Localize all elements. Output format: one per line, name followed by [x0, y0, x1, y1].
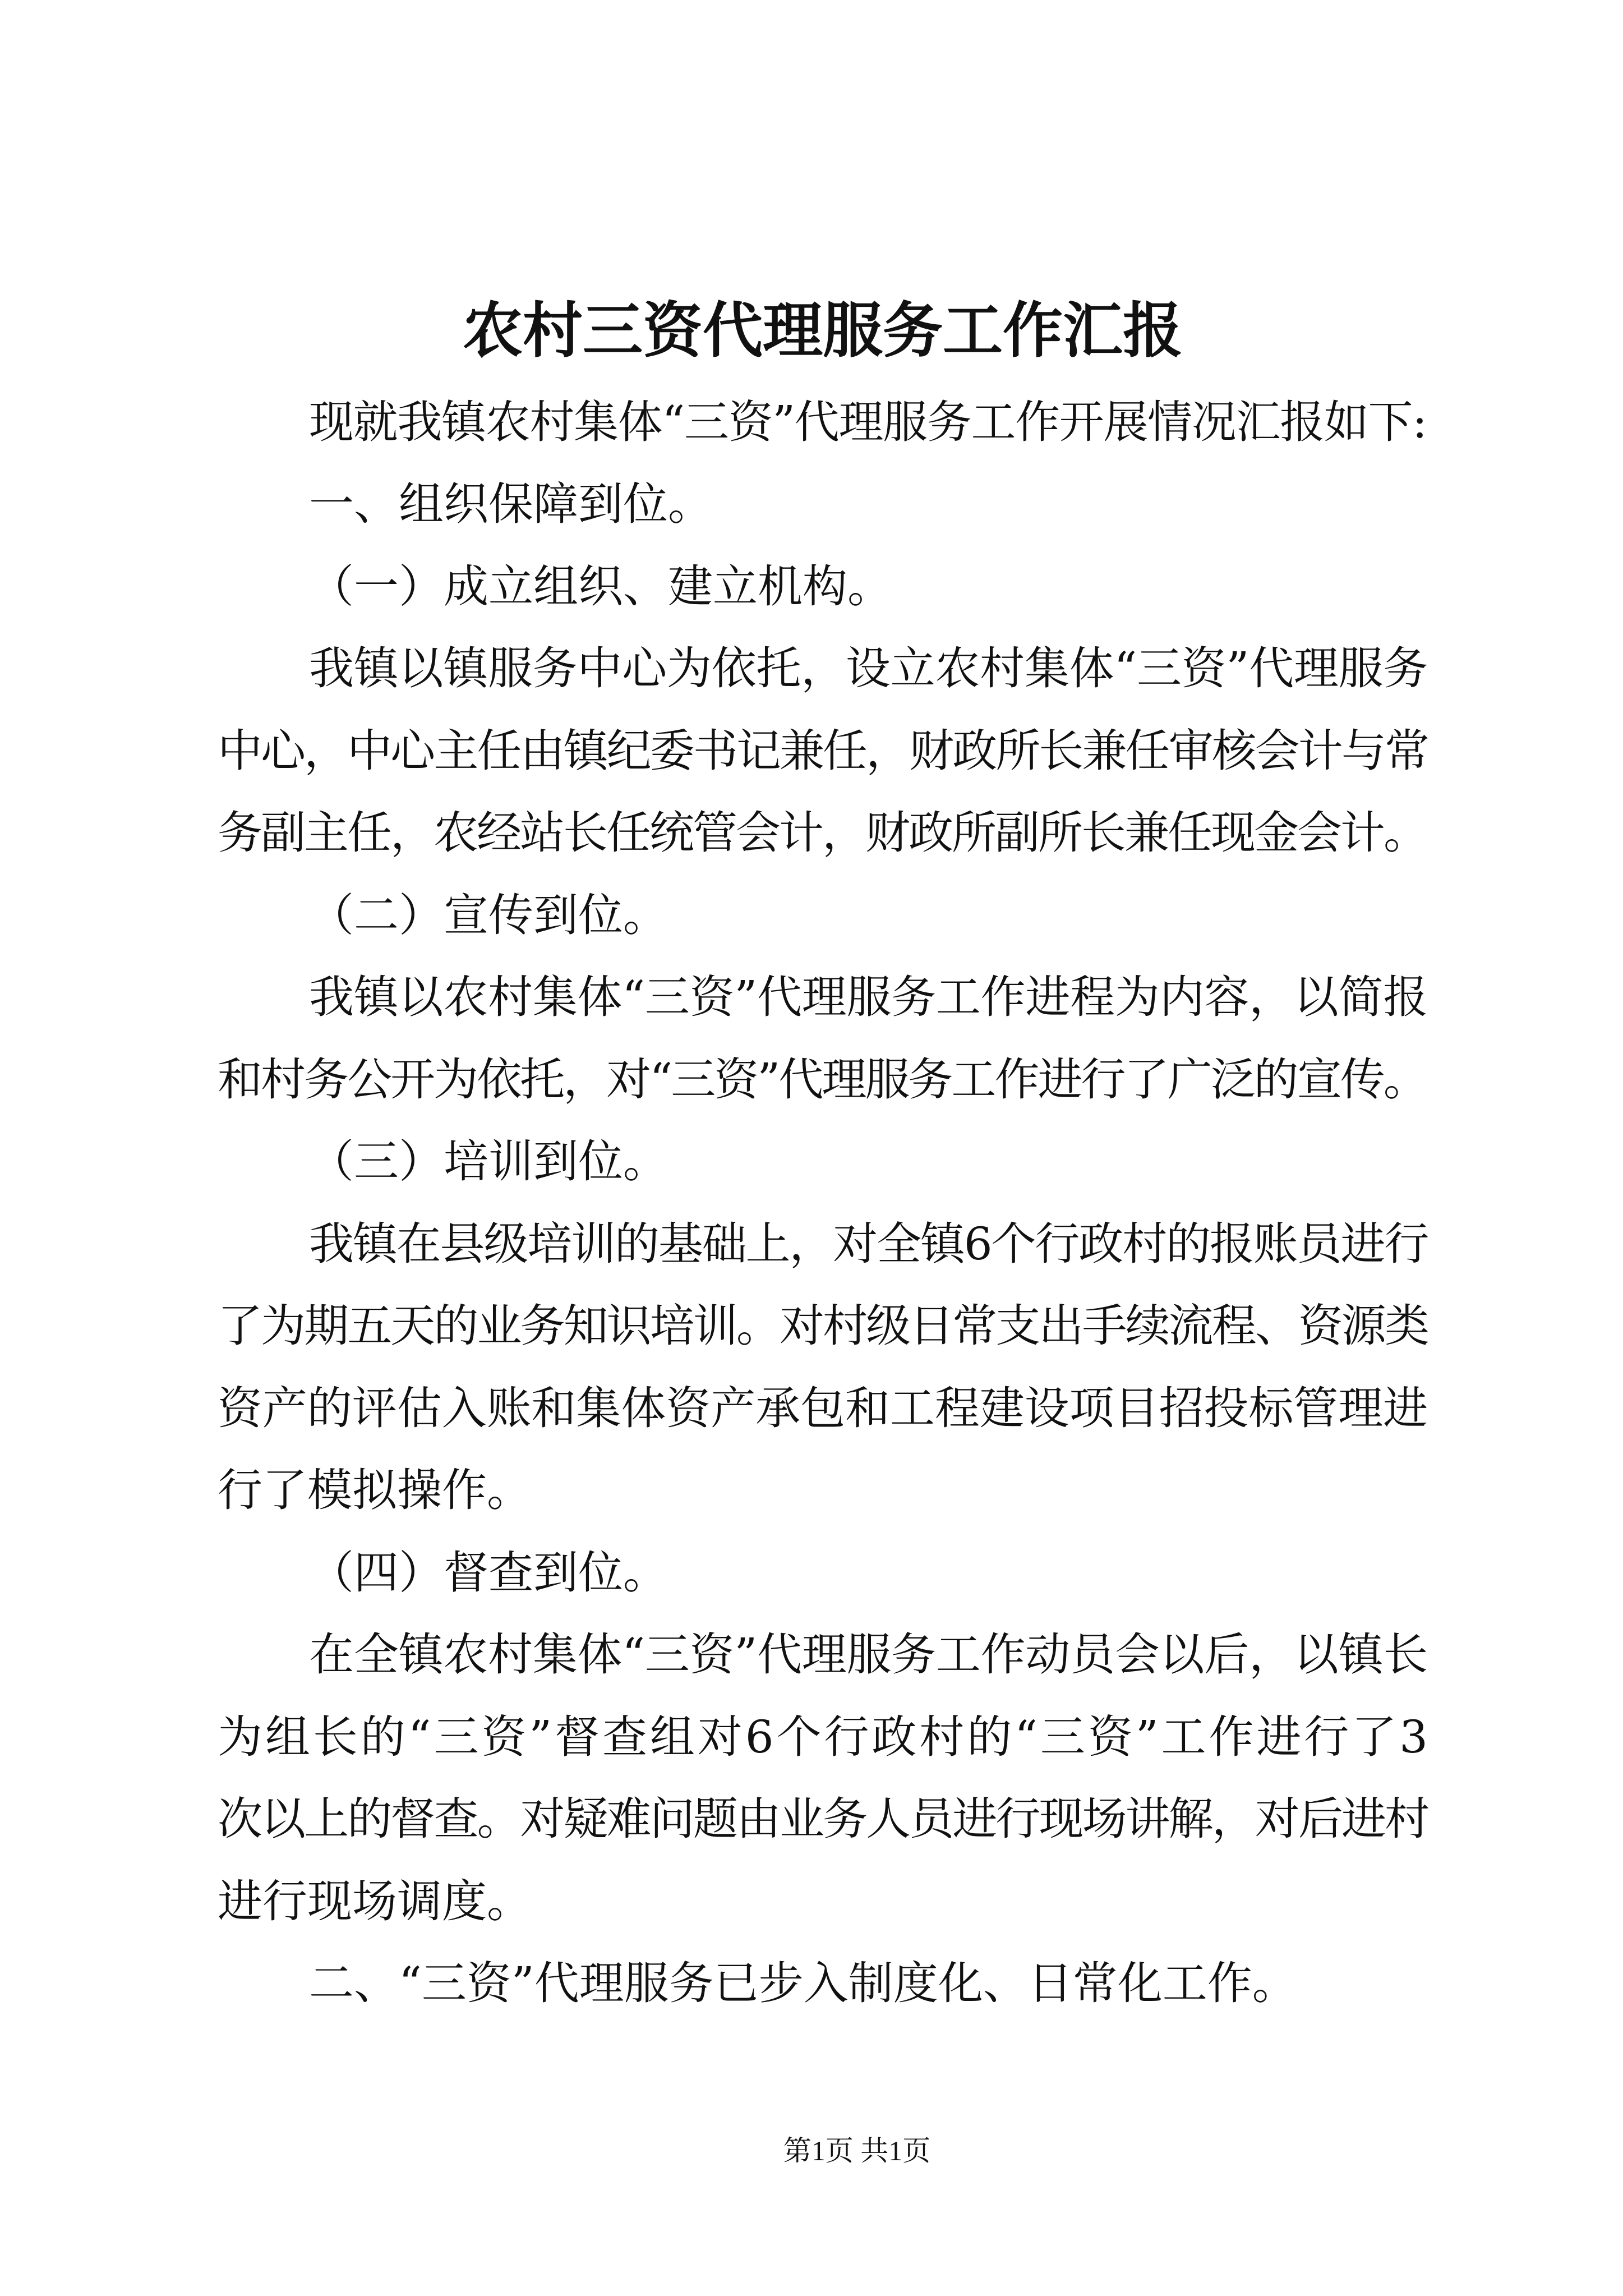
paragraph: [218, 546, 1428, 628]
paragraph-line: 现就我镇农村集体“三资”代理服务工作开展情况汇报如下:: [309, 395, 1427, 448]
paragraph-line: 了为期五天的业务知识培训。对村级日常支出手续流程、资源类: [218, 1300, 1428, 1352]
paragraph: [218, 381, 1428, 464]
paragraph-line: 为组长的“三资”督查组对6个行政村的“三资”工作进行了3: [218, 1710, 1428, 1763]
paragraph-line: 一、组织保障到位。: [309, 478, 713, 530]
paragraph-line: （一）成立组织、建立机构。: [309, 560, 892, 613]
paragraph-line: 二、“三资”代理服务已步入制度化、日常化工作。: [309, 1957, 1297, 2009]
paragraph-line: 进行现场调度。: [218, 1875, 532, 1927]
paragraph-list: [218, 381, 1428, 2025]
paragraph-line: 资产的评估入账和集体资产承包和工程建设项目招投标管理进: [218, 1382, 1428, 1434]
paragraph: [218, 1532, 1428, 1614]
paragraph-line: 次以上的督查。对疑难问题由业务人员进行现场讲解，对后进村: [218, 1793, 1428, 1845]
paragraph: [218, 1614, 1428, 1943]
paragraph-line: 务副主任，农经站长任统管会计，财政所副所长兼任现金会计。: [218, 807, 1427, 859]
paragraph: [218, 1203, 1428, 1532]
page-footer: 第1页 共1页: [783, 2135, 931, 2166]
paragraph-line: （四）督查到位。: [309, 1546, 668, 1599]
paragraph-line: 行了模拟操作。: [218, 1464, 532, 1516]
document-body: [218, 290, 1428, 2025]
paragraph: [218, 1121, 1428, 1203]
paragraph: [218, 956, 1428, 1121]
paragraph-line: 我镇以镇服务中心为依托，设立农村集体“三资”代理服务: [309, 642, 1428, 694]
document-title: 农村三资代理服务工作汇报: [462, 296, 1183, 366]
paragraph-line: 我镇以农村集体“三资”代理服务工作进程为内容，以简报: [309, 971, 1428, 1023]
paragraph: [218, 463, 1428, 546]
paragraph: [218, 1943, 1428, 2025]
paragraph: [218, 875, 1428, 957]
paragraph: [218, 628, 1428, 875]
paragraph-line: 中心，中心主任由镇纪委书记兼任，财政所长兼任审核会计与常: [218, 724, 1428, 777]
paragraph-line: （三）培训到位。: [309, 1135, 668, 1188]
paragraph-line: 我镇在县级培训的基础上，对全镇6个行政村的报账员进行: [309, 1217, 1428, 1270]
paragraph-line: 在全镇农村集体“三资”代理服务工作动员会以后，以镇长: [309, 1628, 1428, 1681]
paragraph-line: （二）宣传到位。: [309, 889, 668, 941]
paragraph-line: 和村务公开为依托，对“三资”代理服务工作进行了广泛的宣传。: [218, 1053, 1427, 1106]
